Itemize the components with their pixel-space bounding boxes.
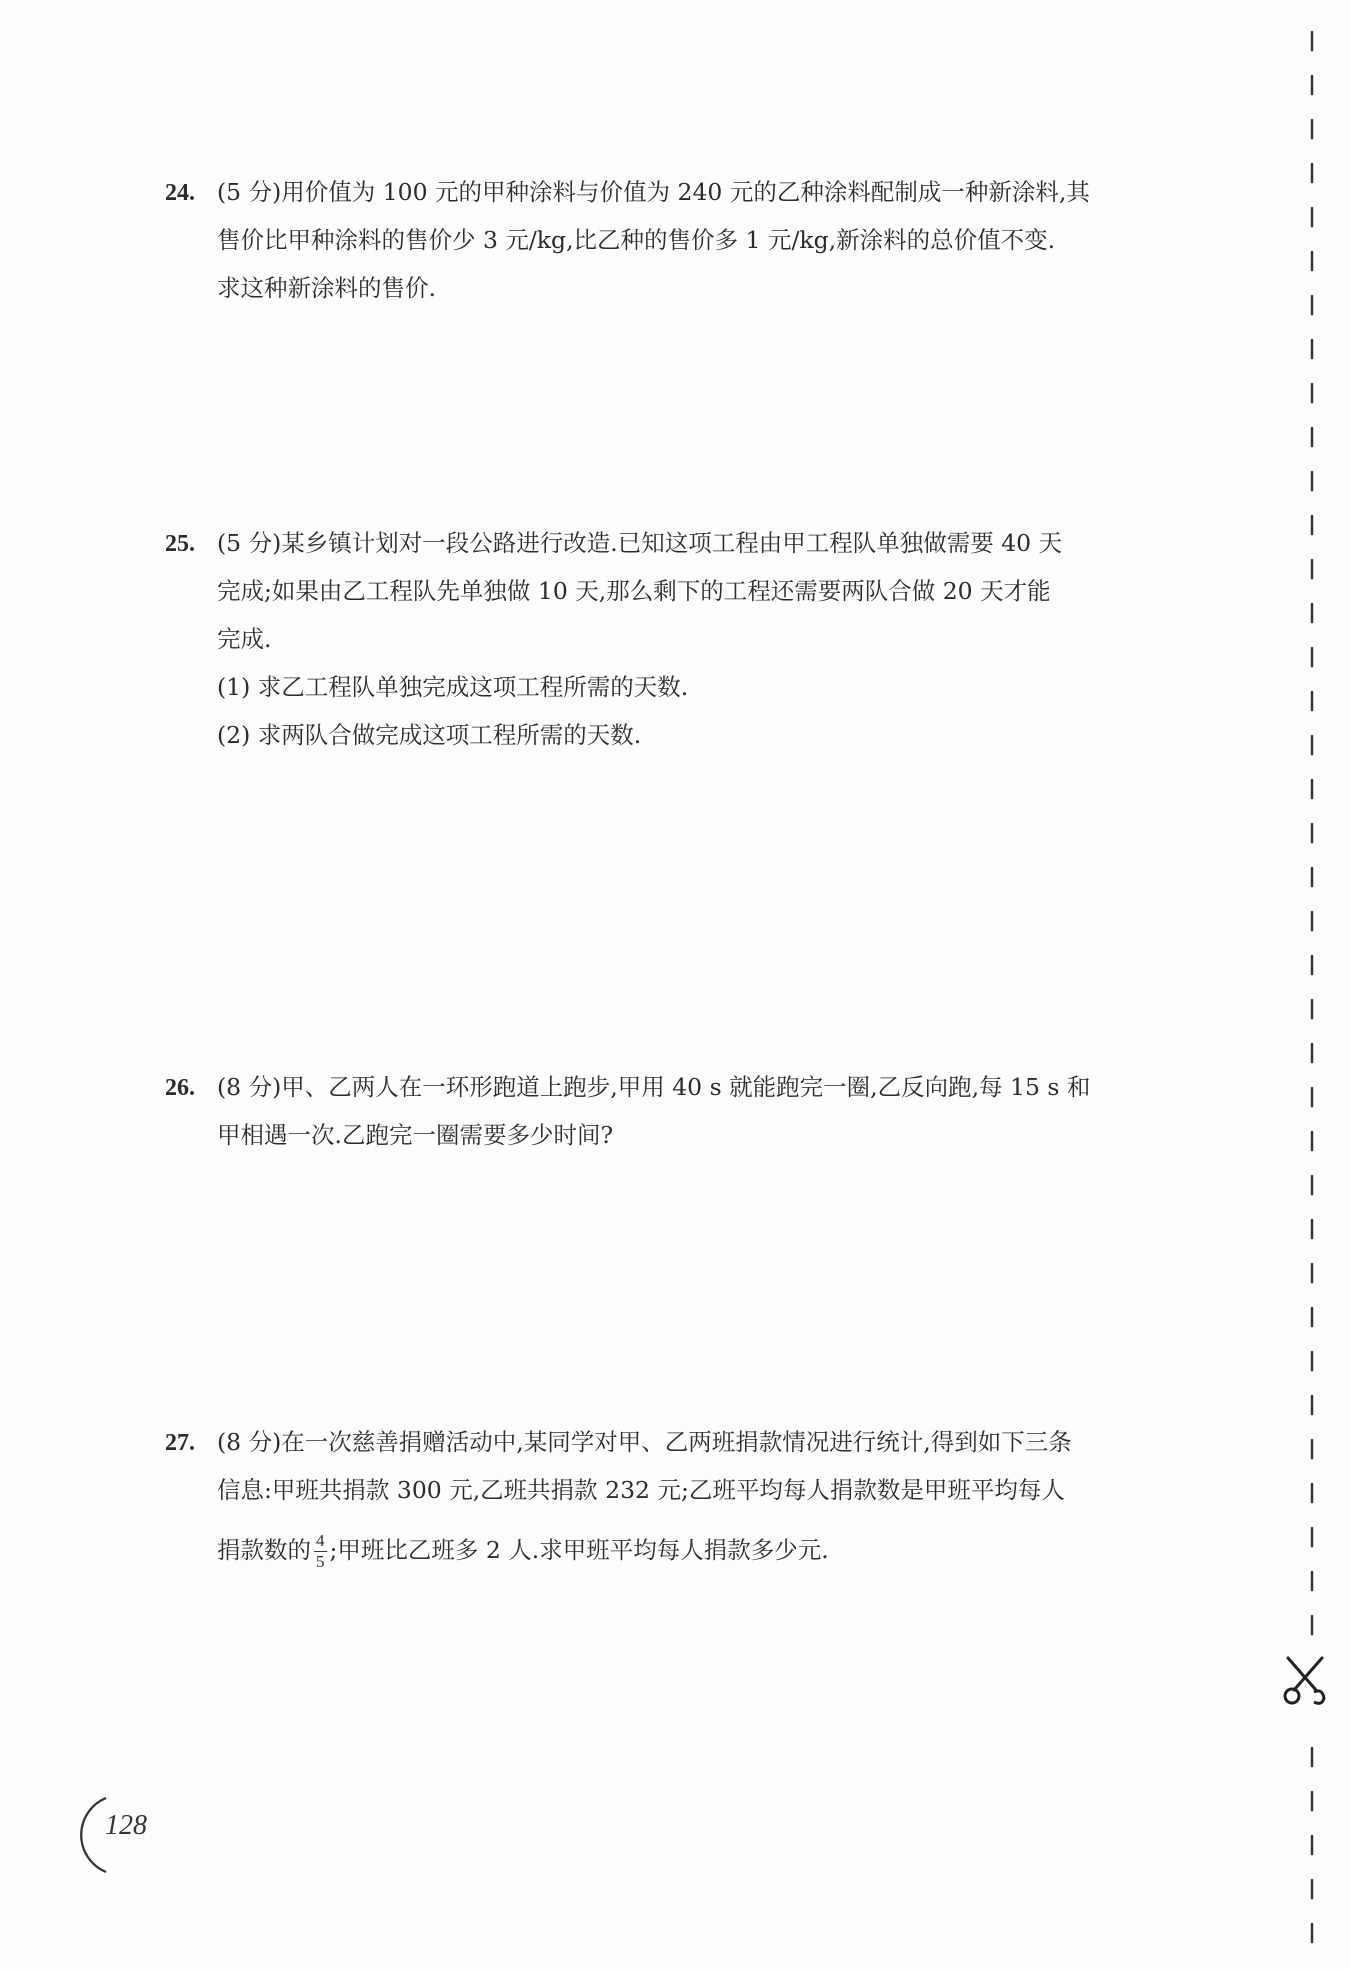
problem-text: 售价比甲种涂料的售价少 3 元/kg,比乙种的售价多 1 元/kg,新涂料的总价值不变. (217, 226, 1056, 254)
problem-text: 完成. (217, 625, 272, 653)
problem-27 (165, 1418, 1230, 1582)
problem-25 (165, 519, 1230, 759)
fraction-denominator: 5 (316, 1552, 325, 1571)
problem-number: 27. (165, 1430, 195, 1456)
problem-text: (5 分)某乡镇计划对一段公路进行改造.已知这项工程由甲工程队单独做需要 40 天 (217, 529, 1063, 557)
problem-number: 24. (165, 180, 195, 206)
problem-26 (165, 1063, 1230, 1159)
problem-text-with-fraction (165, 1518, 1230, 1582)
problem-number: 26. (165, 1075, 195, 1101)
problem-text: (8 分)在一次慈善捐赠活动中,某同学对甲、乙两班捐款情况进行统计,得到如下三条 (217, 1428, 1072, 1456)
page-number-text: 128 (105, 1810, 147, 1841)
problem-text: 求这种新涂料的售价. (217, 274, 436, 302)
page-number (78, 1790, 158, 1880)
problem-text: 完成;如果由乙工程队先单独做 10 天,那么剩下的工程还需要两队合做 20 天才能 (217, 577, 1051, 605)
subquestion-2: (2) 求两队合做完成这项工程所需的天数. (217, 721, 642, 749)
problem-text: ;甲班比乙班多 2 人.求甲班平均每人捐款多少元. (329, 1536, 829, 1564)
problem-text: 信息:甲班共捐款 300 元,乙班共捐款 232 元;乙班平均每人捐款数是甲班平均每人 (217, 1476, 1065, 1504)
problem-number: 25. (165, 531, 195, 557)
problem-text: 捐款数的 (217, 1536, 311, 1564)
fraction-numerator: 4 (316, 1531, 325, 1550)
problem-text: 甲相遇一次.乙跑完一圈需要多少时间? (217, 1121, 614, 1149)
subquestion-1: (1) 求乙工程队单独完成这项工程所需的天数. (217, 673, 689, 701)
problem-text: (5 分)用价值为 100 元的甲种涂料与价值为 240 元的乙种涂料配制成一种新涂料,其 (217, 178, 1090, 206)
problem-24 (165, 168, 1230, 312)
scissors-icon (1280, 1652, 1330, 1712)
problem-text: (8 分)甲、乙两人在一环形跑道上跑步,甲用 40 s 就能跑完一圈,乙反向跑,每 15 s 和 (217, 1073, 1091, 1101)
fraction (314, 1531, 327, 1572)
